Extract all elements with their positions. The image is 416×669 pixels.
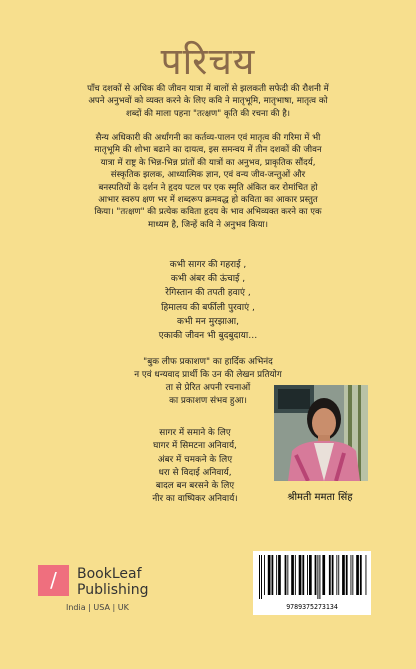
poem-line: घागर में सिमटना अनिवार्य,: [153, 441, 237, 452]
intro-paragraph-2: [22, 132, 394, 231]
poem-line: हिमालय की बर्फीली पुरवाएं ,: [161, 302, 255, 313]
poem-line: नीर का वाष्पिकर अनिवार्य।: [152, 494, 238, 505]
publisher-name: [77, 566, 149, 598]
poem-line: कभी सागर की गहराई ,: [169, 260, 247, 270]
text-line: सैन्य अधिकारी की अर्धांगनी का कर्तव्य-पालन एवं मातृत्व की गरिमा में भी: [95, 133, 321, 143]
text-line: किया। "तत्क्षण" की प्रत्येक कविता हृदय के भाव अभिव्यक्त करने का एक: [94, 207, 322, 218]
poem-line: बादल बन बरसने के लिए: [155, 481, 235, 492]
text-line: का प्रकाशण संभव हुआ।: [169, 396, 247, 406]
poem-line: कभी अंबर की ऊंचाई ,: [170, 274, 246, 285]
text-line: "बुक लीफ प्रकाशण" का हार्दिक अभिनंद: [143, 357, 273, 367]
page-title: परिचय: [160, 40, 256, 83]
author-caption: श्रीमती ममता सिंह: [287, 492, 353, 503]
poem-line: एकाकी जीवन भी बुदबुदाया…: [158, 331, 258, 342]
poem-line: कभी मन मुरझाआ,: [177, 316, 239, 327]
text-line: अपने अनुभवों को व्यक्त करने के लिए कवि ने मातृभूमि, मातृभाषा, मातृत्व को: [88, 96, 328, 107]
text-line: मातृभूमि की शोभा बढाने का दायत्व, इस समन्वय में तीन दशकों की जीवन: [94, 145, 322, 156]
text-line: न एवं धन्यवाद प्रार्थी कि उन की लेखन प्रतियोग: [134, 370, 282, 380]
bookleaf-logo-icon: /: [38, 565, 69, 596]
text-line: संस्कृतिक झलक, आध्यात्मिक ज्ञान, एवं वन्य जीव-जन्तुओं और: [110, 170, 306, 181]
isbn-barcode: [253, 551, 371, 615]
text-line: माध्यम है, जिन्हें कवि ने अनुभव किया।: [148, 219, 268, 230]
publisher-name-line-1: BookLeaf: [77, 566, 142, 582]
text-line: पाँच दशकों से अधिक की जीवन यात्रा में बालों से झलकती सफेदी की रौशनी में: [87, 84, 329, 94]
poem-line: रेगिस्तान की तपती हवाएं ,: [165, 288, 251, 299]
author-photo: [274, 385, 368, 481]
text-line: आभार स्वरुप क्षण भर में शब्दरूप क्रमवद्ध हो कविता का आकार प्रस्तुत: [98, 195, 318, 206]
barcode-bars-icon: [253, 551, 371, 601]
text-line: शब्दों की माला पहना "तत्क्षण" कृति की रचना की है।: [125, 108, 291, 119]
text-line: ता से प्रेरित अपनी रचनाओं: [165, 383, 251, 393]
text-line: यात्रा में राष्ट्र के भिन्न-भिन्न प्रांतों की यात्रों का अनुभव, प्राकृतिक सौंदर्य,: [100, 157, 316, 168]
poem-line: सागर में समाने के लिए: [159, 428, 231, 438]
publisher-regions: India | USA | UK: [66, 603, 129, 612]
poem-stanza-2: [130, 427, 260, 507]
isbn-number: 9789375273134: [286, 603, 338, 611]
publisher-name-line-2: Publishing: [77, 582, 149, 598]
text-line: बनस्पतियों के दर्शन ने हृदय पटल पर एक स्मृति अंकित कर रोमांचित हो: [98, 182, 318, 193]
poem-stanza-1: [0, 258, 416, 343]
poem-line: अंबर में चमकने के लिए: [157, 454, 233, 465]
intro-paragraph-1: [22, 83, 394, 120]
poem-line: धरा से विदाई अनिवार्य,: [158, 467, 232, 478]
